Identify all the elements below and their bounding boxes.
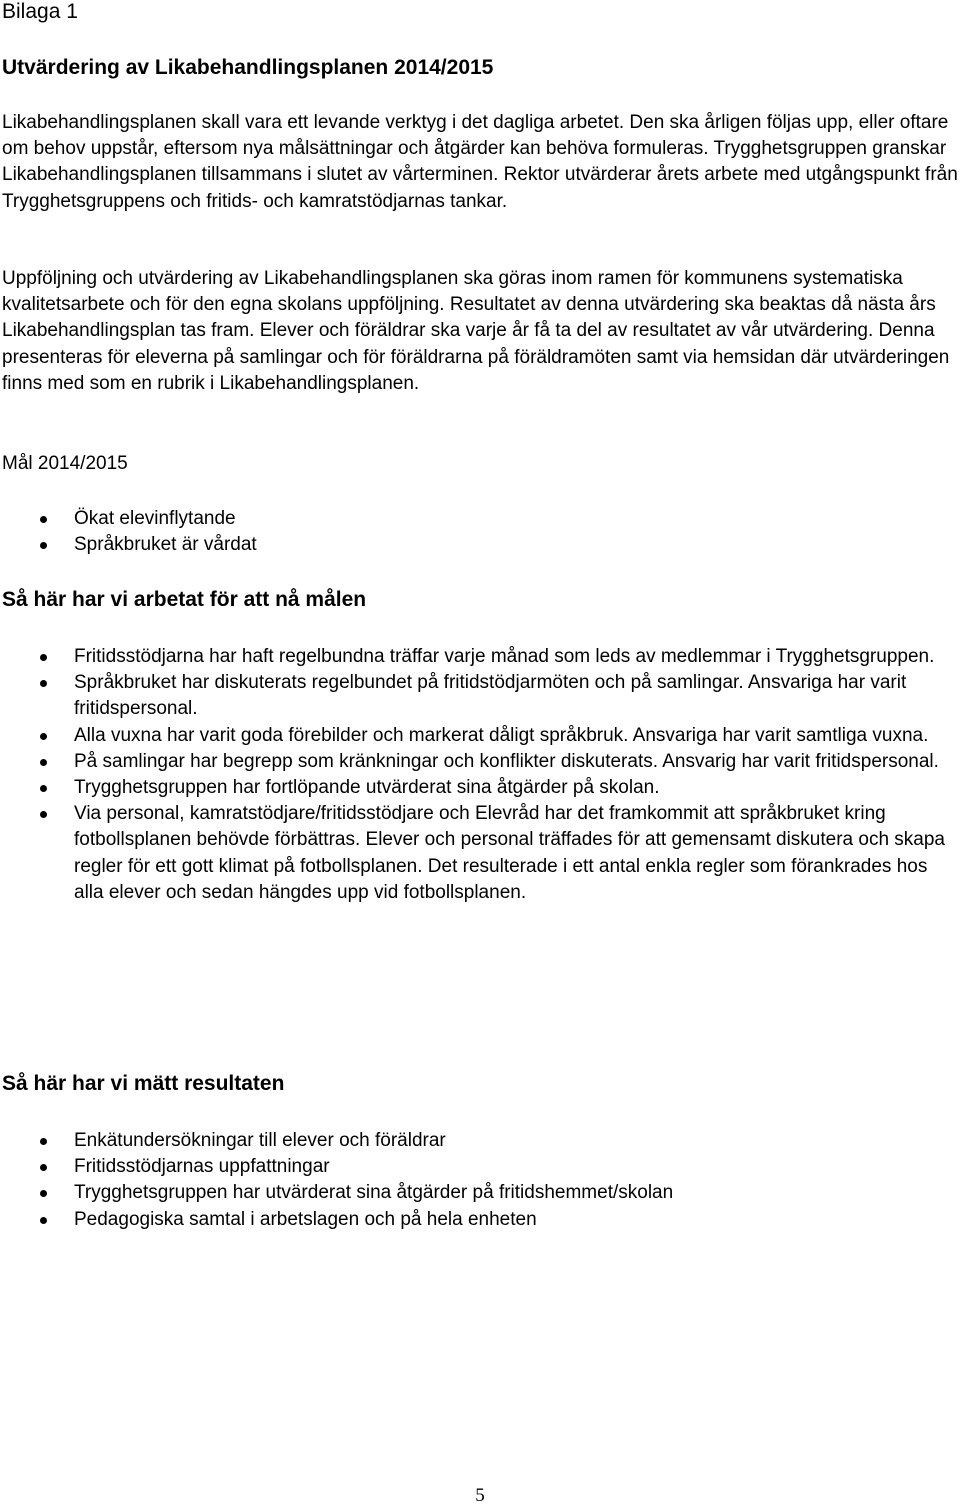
bullet-icon: [40, 1164, 47, 1171]
list-item: [0, 1207, 960, 1233]
work-list: [0, 644, 960, 906]
list-item-text: Trygghetsgruppen har utvärderat sina åtgärder på fritidshemmet/skolan: [74, 1182, 674, 1204]
list-item-text: Alla vuxna har varit goda förebilder och markerat dåligt språkbruk. Ansvariga har varit samtliga vuxna.: [74, 724, 929, 746]
list-item-text: På samlingar har begrepp som kränkningar och konflikter diskuterats. Ansvarig har varit fritidspersonal.: [74, 750, 939, 772]
list-item-text: Fritidsstödjarna har haft regelbundna träffar varje månad som leds av medlemmar i Trygghetsgruppen.: [74, 646, 935, 667]
bullet-icon: [40, 1217, 47, 1224]
list-item: [0, 723, 960, 749]
bullet-icon: [40, 516, 47, 523]
bullet-icon: [40, 680, 47, 687]
list-item: [0, 1154, 960, 1180]
list-item-text: Enkätundersökningar till elever och föräldrar: [74, 1130, 446, 1151]
list-item-text: Språkbruket är vårdat: [74, 534, 257, 556]
list-item: [0, 775, 960, 801]
bullet-icon: [40, 654, 47, 661]
list-item-text: Pedagogiska samtal i arbetslagen och på hela enheten: [74, 1208, 537, 1230]
bullet-icon: [40, 1190, 47, 1197]
list-item-text: Trygghetsgruppen har fortlöpande utvärderat sina åtgärder på skolan.: [74, 777, 660, 799]
intro-paragraph-2: Uppföljning och utvärdering av Likabehandlingsplanen ska göras inom ramen för kommunens systematiska kvalitetsarbete och för den egna skolans uppföljning. Resultatet av denna utvärdering ska beaktas då nästa års Likabehandlingsplan tas fram. Elever och föräldrar ska varje år få ta del av resultatet av vår utvärdering. Denna presenteras för eleverna på samlingar och för föräldrarna på föräldramöten samt via hemsidan där utvärderingen finns med som en rubrik i Likabehandlingsplanen.: [2, 268, 950, 394]
bullet-icon: [40, 759, 47, 766]
bullet-icon: [40, 542, 47, 549]
list-item-text: Via personal, kamratstödjare/fritidsstödjare och Elevråd har det framkommit att språkbruket kring fotbollsplanen behövde förbättras. Elever och personal träffades för att gemensamt diskutera och skapa regler för ett gott klimat på fotbollsplanen. Det resulterade i ett antal enkla regler som förankrades hos alla elever och sedan hängdes upp vid fotbollsplanen.: [74, 803, 945, 903]
bullet-icon: [40, 785, 47, 792]
goals-list: [0, 506, 960, 558]
list-item-text: Språkbruket har diskuterats regelbundet på fritidstödjarmöten och på samlingar. Ansvariga har varit fritidspersonal.: [74, 672, 907, 720]
page-number: 5: [475, 1485, 485, 1506]
list-item: [0, 644, 960, 670]
list-item-text: Fritidsstödjarnas uppfattningar: [74, 1156, 330, 1178]
appendix-label: Bilaga 1: [2, 0, 78, 23]
list-item: [0, 801, 960, 906]
bullet-icon: [40, 811, 47, 818]
list-item: [0, 749, 960, 775]
list-item: [0, 670, 960, 722]
list-item: [0, 532, 960, 558]
work-heading: Så här har vi arbetat för att nå målen: [2, 588, 367, 611]
bullet-icon: [40, 1138, 47, 1145]
bullet-icon: [40, 733, 47, 740]
document-title: Utvärdering av Likabehandlingsplanen 2014/2015: [2, 56, 494, 79]
list-item-text: Ökat elevinflytande: [74, 508, 236, 529]
goals-heading: Mål 2014/2015: [2, 453, 128, 474]
list-item: [0, 1180, 960, 1206]
list-item: [0, 1128, 960, 1154]
results-heading: Så här har vi mätt resultaten: [2, 1072, 285, 1095]
list-item: [0, 506, 960, 532]
intro-paragraph-1: Likabehandlingsplanen skall vara ett levande verktyg i det dagliga arbetet. Den ska årligen följas upp, eller oftare om behov uppstår, eftersom nya målsättningar och åtgärder kan behöva formuleras. Trygghetsgruppen granskar Likabehandlingsplanen tillsammans i slutet av vårterminen. Rektor utvärderar årets arbete med utgångspunkt från Trygghetsgruppens och fritids- och kamratstödjarnas tankar.: [2, 112, 958, 212]
results-list: [0, 1128, 960, 1233]
